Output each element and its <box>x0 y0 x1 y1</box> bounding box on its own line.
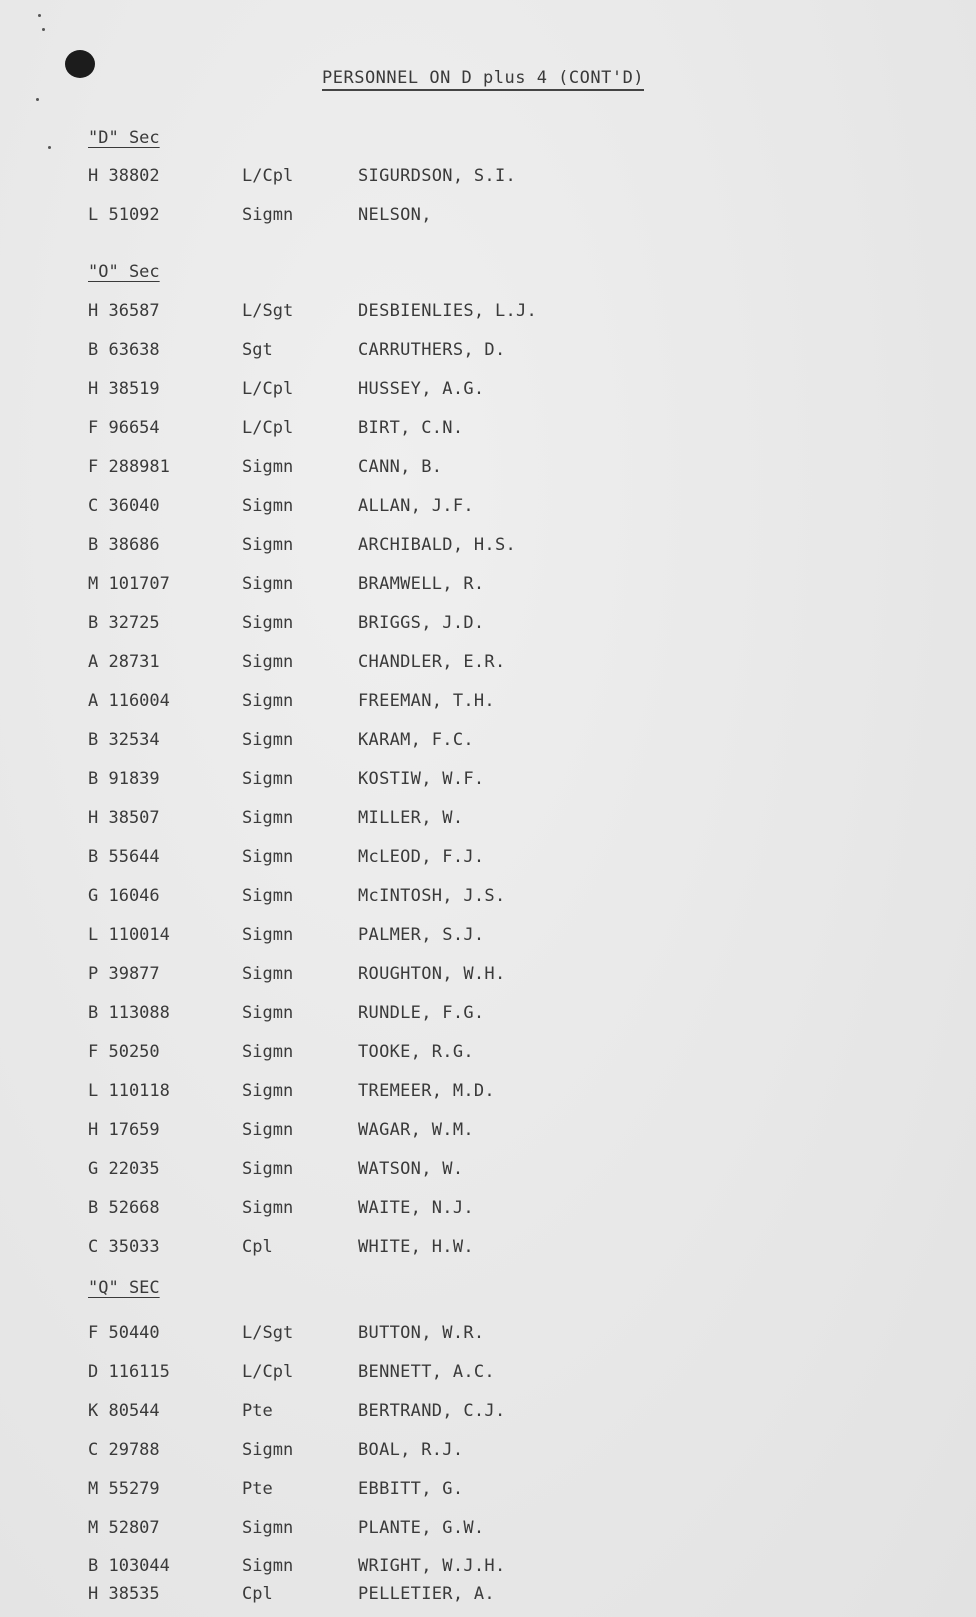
punch-hole <box>65 50 95 78</box>
rank: Sigmn <box>242 691 294 711</box>
rank: Cpl <box>242 1584 273 1604</box>
table-row <box>0 652 976 674</box>
service-number: M 101707 <box>88 574 170 594</box>
service-number: C 36040 <box>88 496 160 516</box>
person-name: PLANTE, G.W. <box>358 1518 485 1538</box>
service-number: B 63638 <box>88 340 160 360</box>
page-title: PERSONNEL ON D plus 4 (CONT'D) <box>322 68 644 91</box>
rank: Sigmn <box>242 652 294 672</box>
person-name: ALLAN, J.F. <box>358 496 474 516</box>
person-name: BENNETT, A.C. <box>358 1362 495 1382</box>
table-row <box>0 964 976 986</box>
table-row <box>0 1198 976 1220</box>
person-name: BOAL, R.J. <box>358 1440 464 1460</box>
person-name: MILLER, W. <box>358 808 464 828</box>
person-name: ROUGHTON, W.H. <box>358 964 506 984</box>
service-number: C 35033 <box>88 1237 160 1257</box>
section-heading-o: "O" Sec <box>88 262 160 282</box>
person-name: WATSON, W. <box>358 1159 464 1179</box>
service-number: H 38802 <box>88 166 160 186</box>
service-number: H 38507 <box>88 808 160 828</box>
service-number: L 110118 <box>88 1081 170 1101</box>
rank: Sigmn <box>242 1556 294 1576</box>
rank: Sigmn <box>242 496 294 516</box>
person-name: FREEMAN, T.H. <box>358 691 495 711</box>
person-name: WRIGHT, W.J.H. <box>358 1556 506 1576</box>
person-name: NELSON, <box>358 205 432 225</box>
rank: Sigmn <box>242 1518 294 1538</box>
table-row <box>0 1323 976 1345</box>
rank: Cpl <box>242 1237 273 1257</box>
section-heading-q: "Q" SEC <box>88 1278 160 1298</box>
rank: Sigmn <box>242 205 294 225</box>
person-name: BRIGGS, J.D. <box>358 613 485 633</box>
service-number: H 17659 <box>88 1120 160 1140</box>
table-row <box>0 1556 976 1578</box>
rank: Sigmn <box>242 769 294 789</box>
person-name: BUTTON, W.R. <box>358 1323 485 1343</box>
person-name: PELLETIER, A. <box>358 1584 495 1604</box>
service-number: C 29788 <box>88 1440 160 1460</box>
table-row <box>0 1081 976 1103</box>
service-number: H 36587 <box>88 301 160 321</box>
person-name: KOSTIW, W.F. <box>358 769 485 789</box>
service-number: F 50250 <box>88 1042 160 1062</box>
rank: Sigmn <box>242 1159 294 1179</box>
rank: Sgt <box>242 340 273 360</box>
person-name: WAITE, N.J. <box>358 1198 474 1218</box>
person-name: EBBITT, G. <box>358 1479 464 1499</box>
service-number: P 39877 <box>88 964 160 984</box>
rank: Sigmn <box>242 1081 294 1101</box>
service-number: L 51092 <box>88 205 160 225</box>
service-number: B 38686 <box>88 535 160 555</box>
table-row <box>0 457 976 479</box>
rank: Pte <box>242 1479 273 1499</box>
rank: Sigmn <box>242 1120 294 1140</box>
service-number: L 110014 <box>88 925 170 945</box>
service-number: B 103044 <box>88 1556 170 1576</box>
rank: Sigmn <box>242 730 294 750</box>
table-row <box>0 535 976 557</box>
service-number: B 32534 <box>88 730 160 750</box>
service-number: B 52668 <box>88 1198 160 1218</box>
table-row <box>0 301 976 323</box>
service-number: A 116004 <box>88 691 170 711</box>
rank: Sigmn <box>242 1003 294 1023</box>
person-name: WAGAR, W.M. <box>358 1120 474 1140</box>
table-row <box>0 1584 976 1606</box>
service-number: G 16046 <box>88 886 160 906</box>
person-name: CANN, B. <box>358 457 443 477</box>
rank: Sigmn <box>242 1198 294 1218</box>
person-name: WHITE, H.W. <box>358 1237 474 1257</box>
person-name: BIRT, C.N. <box>358 418 464 438</box>
speck <box>48 146 51 149</box>
service-number: F 288981 <box>88 457 170 477</box>
person-name: PALMER, S.J. <box>358 925 485 945</box>
table-row <box>0 1362 976 1384</box>
person-name: BERTRAND, C.J. <box>358 1401 506 1421</box>
table-row <box>0 574 976 596</box>
person-name: CHANDLER, E.R. <box>358 652 506 672</box>
table-row <box>0 730 976 752</box>
table-row <box>0 1479 976 1501</box>
service-number: F 96654 <box>88 418 160 438</box>
rank: Sigmn <box>242 613 294 633</box>
person-name: ARCHIBALD, H.S. <box>358 535 517 555</box>
table-row <box>0 1042 976 1064</box>
table-row <box>0 1237 976 1259</box>
table-row <box>0 691 976 713</box>
table-row <box>0 769 976 791</box>
table-row <box>0 1120 976 1142</box>
person-name: HUSSEY, A.G. <box>358 379 485 399</box>
rank: Sigmn <box>242 886 294 906</box>
rank: Sigmn <box>242 1042 294 1062</box>
service-number: M 55279 <box>88 1479 160 1499</box>
table-row <box>0 1440 976 1462</box>
speck <box>36 98 39 101</box>
table-row <box>0 205 976 227</box>
rank: Sigmn <box>242 925 294 945</box>
service-number: A 28731 <box>88 652 160 672</box>
person-name: CARRUTHERS, D. <box>358 340 506 360</box>
person-name: McINTOSH, J.S. <box>358 886 506 906</box>
table-row <box>0 1401 976 1423</box>
person-name: KARAM, F.C. <box>358 730 474 750</box>
rank: Sigmn <box>242 1440 294 1460</box>
service-number: H 38519 <box>88 379 160 399</box>
rank: Pte <box>242 1401 273 1421</box>
person-name: BRAMWELL, R. <box>358 574 485 594</box>
rank: L/Sgt <box>242 301 294 321</box>
table-row <box>0 886 976 908</box>
person-name: McLEOD, F.J. <box>358 847 485 867</box>
table-row <box>0 847 976 869</box>
service-number: B 113088 <box>88 1003 170 1023</box>
person-name: SIGURDSON, S.I. <box>358 166 517 186</box>
table-row <box>0 340 976 362</box>
rank: Sigmn <box>242 574 294 594</box>
table-row <box>0 1518 976 1540</box>
service-number: K 80544 <box>88 1401 160 1421</box>
service-number: B 55644 <box>88 847 160 867</box>
service-number: M 52807 <box>88 1518 160 1538</box>
person-name: TREMEER, M.D. <box>358 1081 495 1101</box>
table-row <box>0 418 976 440</box>
table-row <box>0 496 976 518</box>
rank: L/Cpl <box>242 1362 294 1382</box>
person-name: RUNDLE, F.G. <box>358 1003 485 1023</box>
service-number: G 22035 <box>88 1159 160 1179</box>
table-row <box>0 166 976 188</box>
table-row <box>0 613 976 635</box>
rank: L/Cpl <box>242 166 294 186</box>
rank: Sigmn <box>242 847 294 867</box>
rank: Sigmn <box>242 964 294 984</box>
rank: L/Sgt <box>242 1323 294 1343</box>
service-number: D 116115 <box>88 1362 170 1382</box>
rank: Sigmn <box>242 535 294 555</box>
section-heading-d: "D" Sec <box>88 128 160 148</box>
table-row <box>0 925 976 947</box>
person-name: DESBIENLIES, L.J. <box>358 301 538 321</box>
service-number: F 50440 <box>88 1323 160 1343</box>
service-number: B 32725 <box>88 613 160 633</box>
rank: L/Cpl <box>242 379 294 399</box>
table-row <box>0 808 976 830</box>
service-number: H 38535 <box>88 1584 160 1604</box>
table-row <box>0 1003 976 1025</box>
rank: Sigmn <box>242 808 294 828</box>
rank: Sigmn <box>242 457 294 477</box>
person-name: TOOKE, R.G. <box>358 1042 474 1062</box>
speck <box>42 28 45 31</box>
rank: L/Cpl <box>242 418 294 438</box>
table-row <box>0 379 976 401</box>
speck <box>38 14 41 17</box>
table-row <box>0 1159 976 1181</box>
service-number: B 91839 <box>88 769 160 789</box>
